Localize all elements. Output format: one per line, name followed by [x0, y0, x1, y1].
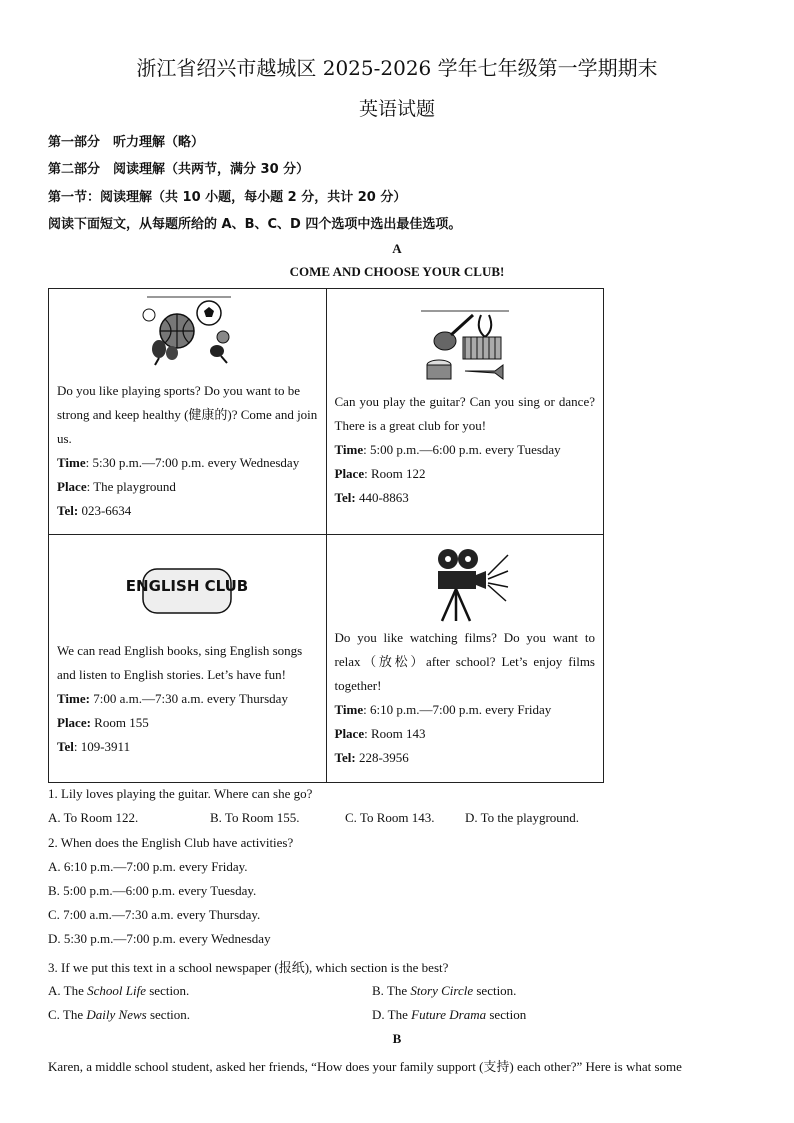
question-2-option-c[interactable]: C. 7:00 a.m.—7:30 a.m. every Thursday.: [48, 907, 261, 922]
exam-subtitle: 英语试题: [358, 98, 435, 120]
question-2-stem: 2. When does the English Club have activities?: [48, 835, 294, 850]
question-1-stem: 1. Lily loves playing the guitar. Where can she go?: [48, 786, 313, 801]
question-1-option-b[interactable]: B. To Room 155.: [210, 810, 300, 825]
question-2-option-b[interactable]: B. 5:00 p.m.—6:00 p.m. every Tuesday.: [48, 883, 257, 898]
question-3-option-b[interactable]: B. The Story Circle section.: [372, 983, 517, 998]
question-3-option-a[interactable]: A. The School Life section.: [48, 983, 190, 998]
club-place: Place: Room 122: [334, 466, 426, 481]
club-intro: Can you play the guitar? Can you sing or dance? There is a great club for you!: [334, 394, 595, 433]
question-1-option-c[interactable]: C. To Room 143.: [345, 810, 435, 825]
musical-instruments-icon: [327, 307, 604, 388]
question-3-option-d[interactable]: D. The Future Drama section: [372, 1007, 527, 1022]
club-time: Time: 7:00 a.m.—7:30 a.m. every Thursday: [57, 691, 288, 706]
club-table: [48, 288, 604, 783]
sports-club-cell: [49, 289, 327, 535]
club-tel: Tel: 023-6634: [57, 503, 132, 518]
club-place: Place: Room 155: [57, 715, 149, 730]
question-1-option-d[interactable]: D. To the playground.: [465, 810, 580, 825]
question-3-option-c[interactable]: C. The Daily News section.: [48, 1007, 191, 1022]
club-intro: We can read English books, sing English songs and listen to English stories. Let’s have fun!: [57, 643, 303, 682]
question-2-option-d[interactable]: D. 5:30 p.m.—7:00 p.m. every Wednesday: [48, 931, 271, 946]
film-projector-icon: [327, 545, 604, 630]
sports-balls-icon: [49, 293, 326, 370]
passage-a-heading: COME AND CHOOSE YOUR CLUB!: [289, 264, 505, 279]
club-place: Place: Room 143: [334, 726, 426, 741]
english-club-logo: [49, 565, 326, 622]
music-club-cell: [326, 289, 604, 535]
passage-b-letter: B: [392, 1031, 402, 1046]
club-intro: Do you like playing sports? Do you want to be strong and keep healthy (健康的)? Come and join us.: [57, 383, 318, 446]
section-one-heading: 第一节：阅读理解（共 10 小题，每小题 2 分，共计 20 分）: [48, 190, 407, 205]
club-time: Time: 5:00 p.m.—6:00 p.m. every Tuesday: [334, 442, 561, 457]
part-two-heading: 第二部分 阅读理解（共两节，满分 30 分）: [48, 162, 310, 177]
club-place: Place: The playground: [57, 479, 176, 494]
club-tel: Tel: 440-8863: [334, 490, 409, 505]
film-club-cell: [326, 535, 604, 783]
english-club-cell: [49, 535, 327, 783]
svg-text:ENGLISH CLUB: ENGLISH CLUB: [126, 577, 249, 595]
question-1-option-a[interactable]: A. To Room 122.: [48, 810, 139, 825]
club-tel: Tel: 109-3911: [57, 739, 131, 754]
passage-a-letter: A: [392, 241, 402, 256]
passage-b-first-line: Karen, a middle school student, asked her friends, “How does your family support (支持) each other?” Here is what some: [48, 1059, 682, 1074]
question-3-stem: 3. If we put this text in a school newspaper (报纸), which section is the best?: [48, 960, 449, 975]
club-time: Time: 5:30 p.m.—7:00 p.m. every Wednesday: [57, 455, 300, 470]
club-tel: Tel: 228-3956: [334, 750, 409, 765]
club-time: Time: 6:10 p.m.—7:00 p.m. every Friday: [334, 702, 552, 717]
question-2-option-a[interactable]: A. 6:10 p.m.—7:00 p.m. every Friday.: [48, 859, 248, 874]
club-intro: Do you like watching films? Do you want to relax（放松）after school? Let’s enjoy films together!: [334, 630, 595, 693]
exam-title: 浙江省绍兴市越城区 2025-2026 学年七年级第一学期期末: [136, 56, 658, 80]
instruction-text: 阅读下面短文，从每题所给的 A、B、C、D 四个选项中选出最佳选项。: [48, 217, 462, 232]
part-one-heading: 第一部分 听力理解（略）: [48, 135, 205, 150]
